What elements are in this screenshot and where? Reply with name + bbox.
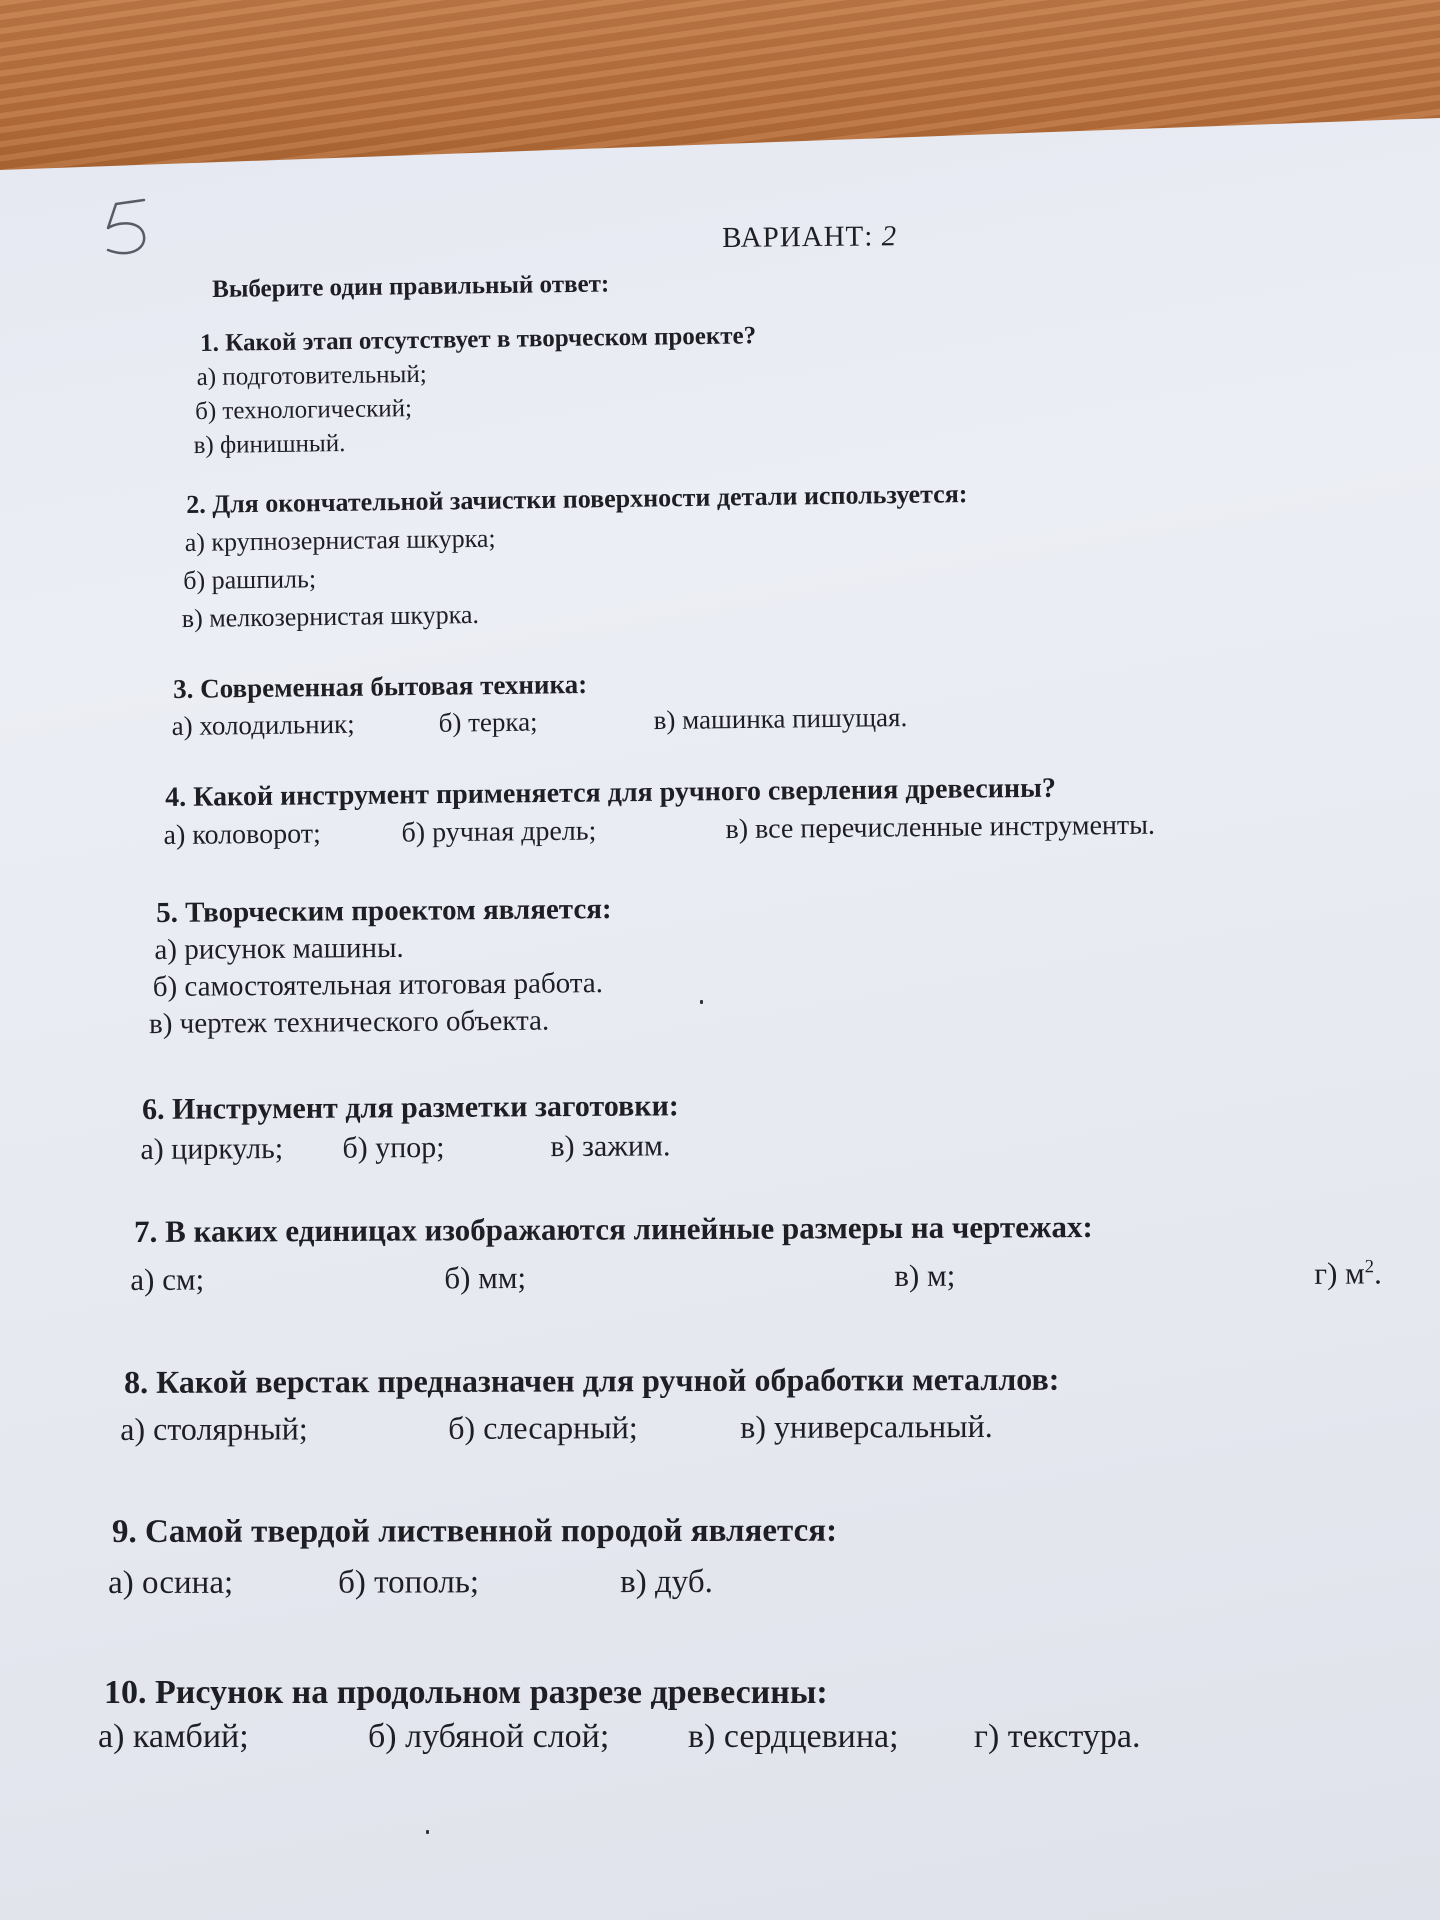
answer-option: б) тополь; xyxy=(338,1564,480,1601)
answer-option: в) дуб. xyxy=(620,1563,713,1601)
answer-option-text: г) м xyxy=(1314,1255,1365,1291)
pen-speck xyxy=(426,1830,429,1834)
answer-option: б) самостоятельная итоговая работа. xyxy=(152,967,604,1004)
answer-option: в) машинка пишущая. xyxy=(653,702,908,736)
instruction-text: Выберите один правильный ответ: xyxy=(212,270,610,303)
answer-option: б) мм; xyxy=(444,1259,527,1296)
superscript-exponent: 2 xyxy=(1364,1256,1375,1278)
question-title: 1. Какой этап отсутствует в творческом проекте? xyxy=(200,322,757,357)
question-title: 8. Какой верстак предназначен для ручной обработки металлов: xyxy=(124,1360,1060,1400)
question-4 xyxy=(163,772,1156,856)
answer-option: а) осина; xyxy=(108,1564,234,1602)
answer-option: б) технологический; xyxy=(194,395,413,426)
answer-option: а) камбий; xyxy=(98,1718,249,1755)
variant-label: ВАРИАНТ: xyxy=(722,220,874,254)
handwritten-mark-5 xyxy=(82,192,162,272)
answer-option: г) текстура. xyxy=(974,1718,1141,1755)
question-5 xyxy=(148,893,613,1041)
answer-option-g xyxy=(1314,1255,1382,1291)
answer-option: а) рисунок машины. xyxy=(154,931,404,967)
answer-option: в) зажим. xyxy=(550,1129,671,1164)
question-title: 2. Для окончательной зачистки поверхности детали используется: xyxy=(186,479,968,519)
answer-option: б) лубяной слой; xyxy=(368,1718,610,1755)
answer-option: б) упор; xyxy=(342,1130,445,1165)
variant-number: 2 xyxy=(881,220,898,253)
answer-option: а) см; xyxy=(130,1261,205,1298)
answer-option: а) циркуль; xyxy=(140,1132,284,1167)
question-7 xyxy=(130,1208,1382,1304)
answer-option: б) ручная дрель; xyxy=(401,815,597,849)
question-10 xyxy=(98,1674,1141,1764)
answer-option: а) коловорот; xyxy=(163,818,321,852)
question-title: 5. Творческим проектом является: xyxy=(156,893,612,929)
question-title: 3. Современная бытовая техника: xyxy=(173,668,588,704)
answer-option: а) подготовительный; xyxy=(196,360,427,392)
question-8 xyxy=(120,1360,1060,1453)
answer-option: в) универсальный. xyxy=(740,1407,993,1445)
answer-option: а) столярный; xyxy=(120,1410,308,1448)
answer-option: в) сердцевина; xyxy=(688,1718,899,1755)
answer-option: а) крупнозернистая шкурка; xyxy=(184,523,496,558)
answer-option: б) слесарный; xyxy=(448,1409,638,1446)
answer-option: а) холодильник; xyxy=(171,708,355,742)
answer-option: б) терка; xyxy=(438,706,538,738)
answer-option: б) рашпиль; xyxy=(183,564,317,596)
answer-option: в) все перечисленные инструменты. xyxy=(725,809,1156,846)
question-title: 10. Рисунок на продольном разрезе древесины: xyxy=(104,1674,828,1711)
trailing-period: . xyxy=(1373,1255,1382,1291)
question-title: 9. Самой твердой лиственной породой является: xyxy=(112,1512,838,1550)
answer-option: в) чертеж технического объекта. xyxy=(148,1004,550,1041)
answer-option: в) м; xyxy=(894,1257,956,1294)
answer-option: в) мелкозернистая шкурка. xyxy=(181,599,480,634)
question-title: 6. Инструмент для разметки заготовки: xyxy=(142,1089,679,1126)
question-1 xyxy=(193,322,758,460)
question-title: 4. Какой инструмент применяется для ручного сверления древесины? xyxy=(165,772,1057,813)
variant-heading xyxy=(722,220,897,255)
question-6 xyxy=(142,1089,679,1171)
pen-speck xyxy=(700,1000,703,1004)
answer-option: в) финишный. xyxy=(193,429,346,460)
question-title: 7. В каких единицах изображаются линейные размеры на чертежах: xyxy=(134,1208,1093,1249)
question-3 xyxy=(171,668,908,745)
question-2 xyxy=(181,479,969,634)
question-9 xyxy=(108,1512,838,1609)
